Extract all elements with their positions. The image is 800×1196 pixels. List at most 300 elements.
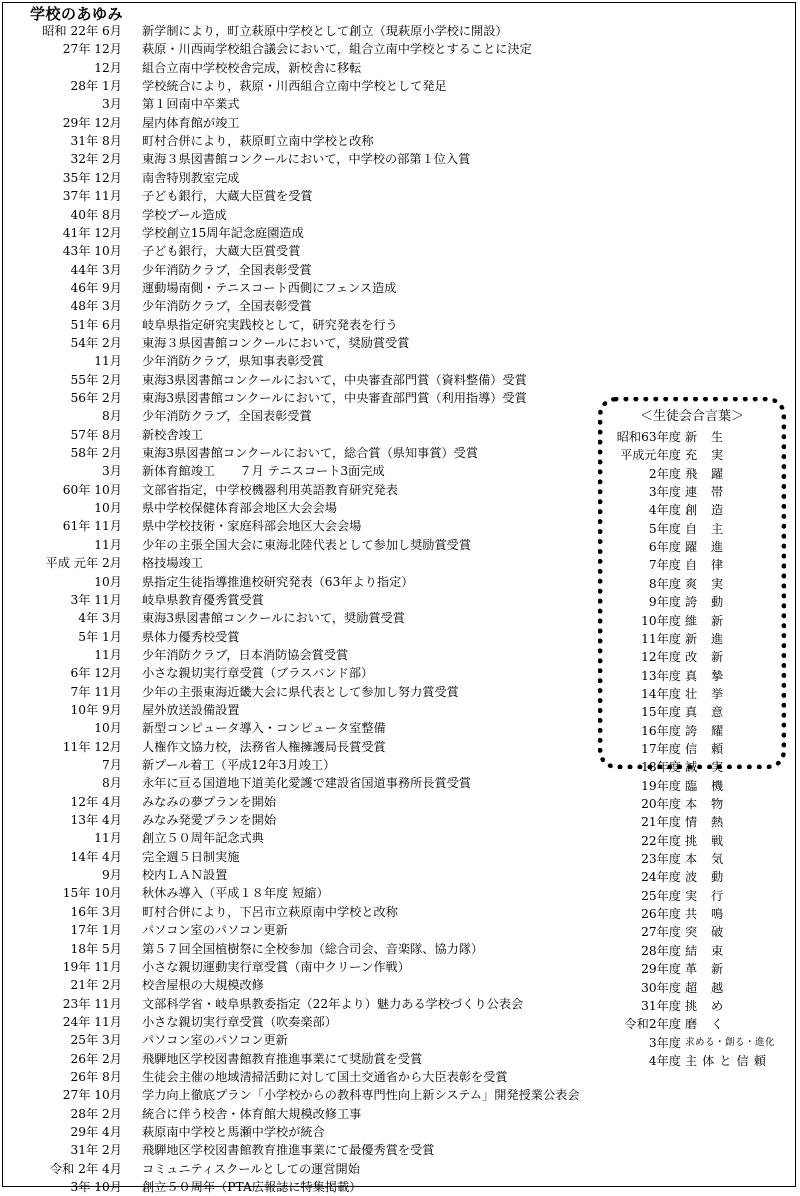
history-row [0,316,600,334]
history-date: 26年 8月 [70,1069,122,1084]
history-row [0,150,600,168]
history-text: 飛騨地区学校図書館教育推進事業にて最優秀賞を受賞 [142,1143,435,1158]
history-text: パソコン室のパソコン更新 [142,1033,288,1048]
history-row [0,701,600,719]
history-text: 新校舎竣工 [142,427,203,442]
history-text: 東海3県図書館コンクールにおいて，中央審査部門賞（資料整備）受賞 [142,372,527,387]
history-row [0,793,600,811]
history-date: 11月 [94,831,122,846]
slogan-year: 2年度 [648,466,681,481]
history-row [0,536,600,554]
history-date: 11月 [94,537,122,552]
slogan-row [603,887,781,905]
history-date: 18年 5月 [70,941,122,956]
slogan-year: 平成元年度 [620,448,681,463]
history-text: 岐阜県指定研究実践校として，研究発表を行う [142,317,398,332]
history-text: 東海３県図書館コンクールにおいて，中学校の部第１位入賞 [142,152,471,167]
history-row [0,829,600,847]
slogan-row [603,923,781,941]
slogan-year: 3年度 [648,1035,681,1050]
history-text: 新プール着工（平成12年3月竣工） [142,758,336,772]
history-row [0,1178,600,1196]
slogan-year: 10年度 [641,613,681,628]
slogan-row [603,483,781,501]
slogan-row [603,1034,781,1052]
history-date: 31年 8月 [70,134,122,149]
slogan-year: 14年度 [641,686,681,701]
history-row [0,774,600,792]
history-row [0,884,600,902]
slogan-year: 18年度 [641,760,681,775]
slogan-word: 新 生 [685,430,729,444]
history-row [0,1086,600,1104]
slogan-box-title: ＜生徒会合言葉＞ [639,409,744,424]
history-text: 東海3県図書館コンクールにおいて，中央審査部門賞（利用指導）受賞 [142,391,527,405]
slogan-year: 6年度 [648,540,681,555]
slogan-row [603,1052,781,1070]
slogan-row [603,667,781,685]
history-date: 48年 3月 [70,299,122,314]
slogan-word: 真 意 [685,705,729,720]
history-text: 岐阜県教育優秀賞受賞 [142,592,264,607]
history-date: 平成 元年 2月 [45,556,122,571]
slogan-word: 結 束 [685,943,729,958]
slogan-year: 4年度 [648,1053,681,1068]
slogan-year: 20年度 [641,797,681,811]
history-row [0,444,600,462]
history-row [0,756,600,774]
history-row [0,334,600,352]
history-row [0,352,600,370]
history-text: 人権作文協力校，法務省人権擁護局長賞受賞 [142,739,386,754]
history-date: 24年 11月 [62,1014,122,1029]
history-date: 7月 [102,758,122,772]
history-text: 新型コンピュータ導入・コンピュータ室整備 [142,721,386,736]
history-text: 創立５０周年（PTA広報誌に特集掲載） [142,1180,362,1195]
slogan-row [603,795,781,813]
history-text: 小さな親切運動実行章受賞（南中クリーン作戦） [142,959,410,974]
slogan-word: 躍 進 [685,540,729,555]
slogan-year: 17年度 [641,741,681,756]
history-text: 県指定生徒指導推進校研究発表（63年より指定） [142,574,414,589]
slogan-year: 21年度 [641,815,681,830]
history-text: 学校プール造成 [142,207,227,222]
history-date: 3年 10月 [70,1180,122,1195]
history-text: 学校創立15周年記念庭園造成 [142,225,304,240]
slogan-word: 革 新 [685,962,729,977]
slogan-word: 創 造 [685,503,729,518]
history-row [0,554,600,572]
history-text: 新体育館竣工 ７月 テニスコート3面完成 [142,464,385,479]
history-text: 萩原南中学校と馬瀬中学校が統合 [142,1125,325,1139]
history-row [0,628,600,646]
history-row [0,1141,600,1159]
slogan-year: 7年度 [648,558,681,573]
history-text: 生徒会主催の地域清掃活動に対して国土交通省から大臣表彰を受賞 [142,1069,508,1084]
history-row [0,940,600,958]
slogan-word: 情 熱 [685,815,729,830]
slogan-word: 充 実 [685,448,729,463]
history-row [0,1160,600,1178]
history-row [0,848,600,866]
history-date: 27年 10月 [62,1088,122,1103]
slogan-row [603,428,781,446]
history-text: 少年の主張東海近畿大会に県代表として参加し努力賞受賞 [142,684,459,699]
history-date: 16年 3月 [70,904,122,919]
history-row [0,811,600,829]
slogan-row [603,1015,781,1033]
history-row [0,279,600,297]
history-text: コミュニティスクールとしての運営開始 [142,1161,360,1176]
history-date: 51年 6月 [70,317,122,332]
history-text: 秋休み導入（平成１８年度 短縮） [142,886,329,901]
history-text: 少年消防クラブ，全国表彰受賞 [142,262,312,277]
history-date: 56年 2月 [70,391,122,405]
slogan-word: 波 動 [685,870,729,885]
slogan-word: 実 行 [685,888,729,903]
history-date: 昭和 22年 6月 [42,24,122,38]
page-title: 学校のあゆみ [30,5,124,23]
history-row [0,1105,600,1123]
slogan-word: 求める・創る・進化 [685,1036,776,1048]
history-date: 43年 10月 [62,244,122,259]
history-text: 第５７回全国植樹祭に全校参加（総合司会、音楽隊、協力隊） [142,941,484,956]
history-row [0,683,600,701]
history-text: 小さな親切実行章受賞（吹奏楽部） [142,1014,337,1029]
slogan-word: 飛 躍 [685,466,729,481]
history-row [0,573,600,591]
history-row [0,426,600,444]
history-text: 文部省指定，中学校機器利用英語教育研究発表 [142,482,398,497]
history-row [0,22,600,40]
history-row [0,1123,600,1141]
history-row [0,903,600,921]
slogan-year: 16年度 [641,723,681,738]
slogan-row [603,538,781,556]
history-date: 3月 [102,97,122,112]
history-row [0,921,600,939]
history-date: 61年 11月 [62,519,122,534]
history-text: 東海3県図書館コンクールにおいて，奨励賞受賞 [142,611,405,626]
history-row [0,132,600,150]
slogan-row [603,850,781,868]
slogan-row [603,575,781,593]
history-date: 13年 4月 [70,813,122,828]
history-date: 15年 10月 [62,886,122,901]
history-text: 子ども銀行，大蔵大臣賞受賞 [142,244,301,259]
slogan-year: 26年度 [641,907,681,922]
slogan-row [603,520,781,538]
history-row [0,609,600,627]
slogan-year: 11年度 [641,631,681,646]
slogan-row [603,905,781,923]
history-row [0,738,600,756]
history-row [0,499,600,517]
history-text: 少年消防クラブ，県知事表彰受賞 [142,354,324,369]
slogan-row [603,501,781,519]
slogan-year: 4年度 [648,503,681,518]
history-text: 東海3県図書館コンクールにおいて，総合賞（県知事賞）受賞 [142,446,479,461]
history-text: 少年消防クラブ，日本消防協会賞受賞 [142,647,349,662]
history-date: 31年 2月 [70,1143,122,1158]
slogan-row [603,813,781,831]
history-date: 6年 12月 [70,666,122,681]
slogan-row [603,979,781,997]
history-row [0,719,600,737]
slogan-year: 令和2年度 [624,1017,681,1032]
slogan-year: 3年度 [648,485,681,500]
history-text: 屋外放送設備設置 [142,702,240,717]
history-row [0,389,600,407]
slogan-row [603,868,781,886]
history-text: パソコン室のパソコン更新 [142,923,288,938]
slogan-row [603,630,781,648]
history-date: 28年 2月 [70,1106,122,1121]
slogan-row [603,648,781,666]
history-date: 37年 11月 [62,189,122,204]
history-row [0,481,600,499]
history-text: 県中学校技術・家庭科部会地区大会会場 [142,519,362,534]
history-date: 4年 3月 [78,611,122,626]
slogan-word: 真 摯 [685,668,729,683]
slogan-word: 主体と信頼 [685,1053,771,1068]
history-date: 60年 10月 [62,482,122,497]
history-date: 23年 11月 [62,996,122,1011]
history-date: 8月 [102,409,122,424]
slogan-year: 8年度 [648,576,681,591]
slogan-row [603,832,781,850]
history-row [0,169,600,187]
slogan-row [603,703,781,721]
history-text: 南舎特別教室完成 [142,170,240,185]
slogan-year: 27年度 [641,925,681,940]
history-text: 県体力優秀校受賞 [142,629,240,644]
slogan-year: 昭和63年度 [616,430,681,444]
history-date: 57年 8月 [70,427,122,442]
slogan-word: 超 越 [685,980,729,995]
history-row [0,1050,600,1068]
history-row [0,40,600,58]
history-text: 県中学校保健体育部会地区大会会場 [142,501,337,516]
slogan-year: 25年度 [641,888,681,903]
history-text: 東海３県図書館コンクールにおいて，奨励賞受賞 [142,335,410,350]
history-text: 運動場南側・テニスコート西側にフェンス造成 [142,280,397,295]
history-row [0,1031,600,1049]
history-date: 29年 4月 [70,1125,122,1139]
history-row [0,664,600,682]
slogan-word: 共 鳴 [685,907,729,922]
slogan-row [603,465,781,483]
slogan-word: 維 新 [685,613,729,628]
slogan-row [603,556,781,574]
slogan-year: 9年度 [648,595,681,610]
history-text: 少年消防クラブ，全国表彰受賞 [142,299,312,314]
history-text: みなみ発愛プランを開始 [142,813,277,828]
history-date: 17年 1月 [70,923,122,938]
history-date: 11月 [94,647,122,662]
history-text: 少年消防クラブ，全国表彰受賞 [142,409,312,424]
history-text: 学力向上徹底プラン「小学校からの教科専門性向上新システム」開発授業公表会 [142,1088,580,1103]
history-date: 32年 2月 [70,152,122,167]
slogan-row [603,758,781,776]
history-date: 12年 4月 [70,794,122,809]
slogan-year: 13年度 [641,668,681,683]
slogan-year: 23年度 [641,852,681,867]
history-row [0,77,600,95]
slogan-word: 挑 め [685,998,729,1013]
history-text: 創立５０周年記念式典 [142,831,264,846]
history-row [0,224,600,242]
history-row [0,591,600,609]
history-text: 町村合併により，下呂市立萩原南中学校と改称 [142,904,398,919]
slogan-year: 15年度 [641,705,681,720]
history-text: 完全週５日制実施 [142,849,240,864]
history-text: 新学制により，町立萩原中学校として創立（現萩原小学校に開設） [142,24,508,38]
slogan-year: 12年度 [641,650,681,665]
history-date: 25年 3月 [70,1033,122,1048]
history-date: 5年 1月 [78,629,122,644]
slogan-year: 24年度 [641,870,681,885]
slogan-year: 29年度 [641,962,681,977]
slogan-row [603,942,781,960]
history-row [0,646,600,664]
history-date: 11年 12月 [62,739,122,754]
history-date: 54年 2月 [70,335,122,350]
slogan-word: 臨 機 [685,778,729,793]
slogan-word: 本 気 [685,852,729,867]
history-row [0,517,600,535]
slogan-word: 本 物 [685,797,729,811]
history-date: 35年 12月 [62,170,122,185]
history-row [0,242,600,260]
history-row [0,95,600,113]
slogan-row [603,740,781,758]
history-date: 40年 8月 [70,207,122,222]
history-row [0,187,600,205]
history-date: 55年 2月 [70,372,122,387]
slogan-year: 5年度 [648,521,681,536]
history-row [0,1013,600,1031]
history-text: 町村合併により，萩原町立南中学校と改称 [142,134,374,149]
slogan-word: 改 新 [685,650,729,665]
slogan-word: 誠 実 [685,760,729,775]
history-date: 12月 [94,60,122,75]
history-row [0,371,600,389]
history-text: 学校統合により，萩原・川西組合立南中学校として発足 [142,79,447,94]
history-date: 10月 [94,574,122,589]
slogan-row [603,685,781,703]
slogan-word: 突 破 [685,925,729,940]
history-date: 21年 2月 [70,978,122,993]
history-text: 少年の主張全国大会に東海北陸代表として参加し奨励賞受賞 [142,537,472,552]
slogan-word: 挑 戦 [685,833,729,848]
history-row [0,114,600,132]
slogan-word: 壮 挙 [685,686,729,701]
slogan-word: 自 主 [685,521,729,536]
history-date: 41年 12月 [62,225,122,240]
slogan-word: 新 進 [685,631,729,646]
slogan-year: 22年度 [641,833,681,848]
history-row [0,261,600,279]
history-text: みなみの夢プランを開始 [142,794,277,809]
slogan-word: 誇 動 [685,595,729,610]
slogan-row [603,612,781,630]
slogan-year: 19年度 [641,778,681,793]
history-row [0,407,600,425]
history-date: 29年 12月 [62,115,122,130]
history-date: 7年 11月 [70,684,122,699]
history-date: 27年 12月 [62,42,122,57]
history-row [0,958,600,976]
slogan-row [603,722,781,740]
history-date: 10月 [94,721,122,736]
history-row [0,462,600,480]
slogan-year: 28年度 [641,943,681,958]
slogan-row [603,446,781,464]
slogan-year: 30年度 [641,980,681,995]
history-date: 10年 9月 [70,702,122,717]
history-date: 58年 2月 [70,446,122,461]
history-row [0,995,600,1013]
history-text: 格技場竣工 [142,556,203,571]
history-date: 44年 3月 [70,262,122,277]
slogan-word: 自 律 [685,558,729,573]
history-text: 統合に伴う校舎・体育館大規模改修工事 [142,1106,362,1121]
history-text: 永年に亘る国道地下道美化愛護で建設省国道事務所長賞受賞 [142,776,472,791]
history-text: 文部科学省・岐阜県教委指定（22年より）魅力ある学校づくり公表会 [142,996,524,1011]
slogan-row [603,777,781,795]
history-text: 子ども銀行，大蔵大臣賞を受賞 [142,189,313,204]
slogan-word: 誇 耀 [685,723,729,738]
history-row [0,1068,600,1086]
history-date: 28年 1月 [70,79,122,94]
history-text: 屋内体育館が竣工 [142,115,240,130]
slogan-word: 連 帯 [685,485,729,500]
history-date: 3年 11月 [70,592,122,607]
history-text: 飛騨地区学校図書館教育推進事業にて奨励賞を受賞 [142,1051,423,1066]
history-row [0,59,600,77]
history-row [0,866,600,884]
slogan-word: 爽 実 [685,576,729,591]
history-date: 11月 [94,354,122,369]
history-text: 組合立南中学校校舎完成，新校舎に移転 [142,60,362,75]
history-date: 3月 [102,464,122,479]
history-date: 10月 [94,501,122,516]
history-text: 小さな親切実行章受賞（ブラスバンド部） [142,666,374,681]
slogan-box [598,397,786,1068]
history-date: 19年 11月 [62,959,122,974]
history-text: 校内ＬＡＮ設置 [142,868,228,883]
history-date: 14年 4月 [70,849,122,864]
history-date: 9月 [102,868,122,883]
history-date: 8月 [102,776,122,791]
slogan-word: 信 頼 [685,741,729,756]
slogan-word: 磨 く [685,1017,729,1032]
history-row [0,297,600,315]
slogan-row [603,593,781,611]
slogan-row [603,997,781,1015]
history-text: 第１回南中卒業式 [142,97,240,112]
history-text: 萩原・川西両学校組合議会において，組合立南中学校とすることに決定 [142,42,532,57]
history-date: 26年 2月 [70,1051,122,1066]
history-date: 令和 2年 4月 [49,1161,122,1176]
slogan-row [603,960,781,978]
history-text: 校舎屋根の大規模改修 [142,978,264,993]
slogan-year: 31年度 [641,998,681,1013]
history-row [0,976,600,994]
history-date: 46年 9月 [70,280,122,295]
history-row [0,206,600,224]
